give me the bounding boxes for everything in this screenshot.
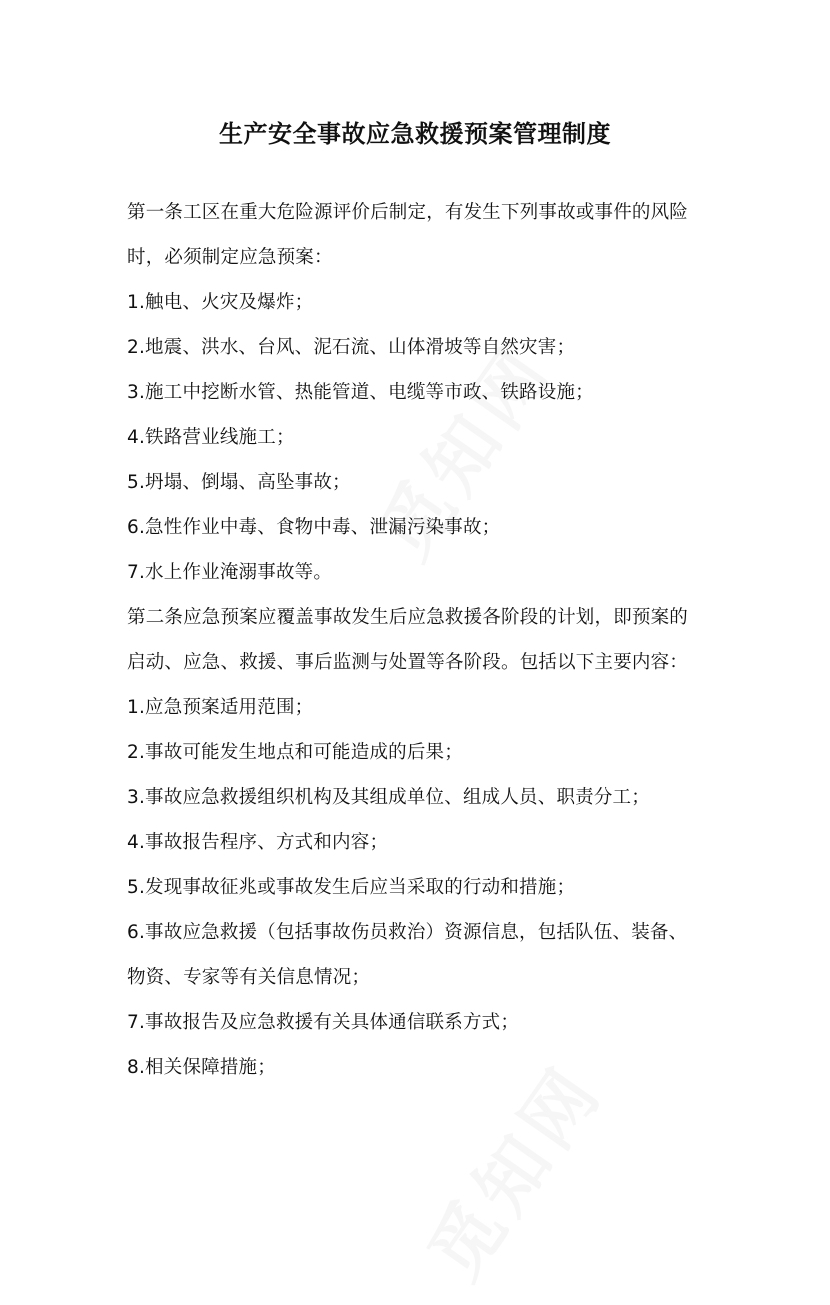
list-item: 6.急性作业中毒、食物中毒、泄漏污染事故；	[127, 517, 501, 538]
list-item: 2.事故可能发生地点和可能造成的后果；	[127, 742, 463, 763]
document-title: 生产安全事故应急救援预案管理制度	[219, 120, 611, 148]
list-item: 4.铁路营业线施工；	[127, 427, 295, 448]
list-item: 5.坍塌、倒塌、高坠事故；	[127, 472, 351, 493]
list-item: 5.发现事故征兆或事故发生后应当采取的行动和措施；	[127, 877, 576, 898]
list-item: 8.相关保障措施；	[127, 1057, 276, 1078]
list-item: 2.地震、洪水、台风、泥石流、山体滑坡等自然灾害；	[127, 337, 576, 358]
list-item: 3.施工中挖断水管、热能管道、电缆等市政、铁路设施；	[127, 382, 594, 403]
paragraph-line: 第二条应急预案应覆盖事故发生后应急救援各阶段的计划，即预案的	[127, 607, 689, 628]
paragraph-line: 时，必须制定应急预案：	[127, 247, 333, 268]
list-item: 7.事故报告及应急救援有关具体通信联系方式；	[127, 1012, 520, 1033]
list-item: 4.事故报告程序、方式和内容；	[127, 832, 389, 853]
list-item: 1.应急预案适用范围；	[127, 697, 314, 718]
list-item: 7.水上作业淹溺事故等。	[127, 562, 333, 583]
list-item: 3.事故应急救援组织机构及其组成单位、组成人员、职责分工；	[127, 787, 650, 808]
list-item: 1.触电、火灾及爆炸；	[127, 292, 314, 313]
paragraph-line: 第一条工区在重大危险源评价后制定，有发生下列事故或事件的风险	[127, 202, 689, 223]
document-body	[127, 190, 717, 1090]
list-item-continuation: 物资、专家等有关信息情况；	[127, 967, 371, 988]
list-item: 6.事故应急救援（包括事故伤员救治）资源信息，包括队伍、装备、	[127, 922, 688, 943]
paragraph-line: 启动、应急、救援、事后监测与处置等各阶段。包括以下主要内容：	[127, 652, 689, 673]
